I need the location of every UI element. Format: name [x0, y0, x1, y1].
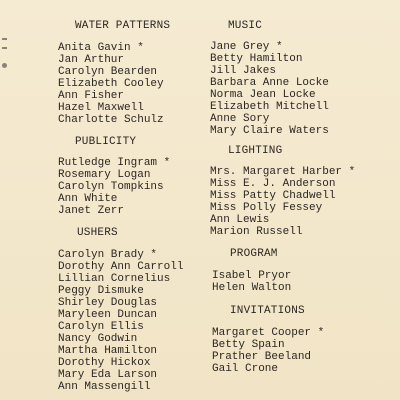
list-item: Mary Claire Waters [210, 125, 329, 137]
list-item: Charlotte Schulz [58, 114, 164, 126]
list-item: Anne Sory [210, 113, 270, 125]
list-item: Hazel Maxwell [58, 102, 144, 114]
list-item: Shirley Douglas [58, 297, 158, 309]
list-item: Ann White [58, 193, 118, 205]
list-item: Elizabeth Cooley [58, 78, 164, 90]
margin-mark [2, 47, 7, 49]
list-item: Elizabeth Mitchell [210, 101, 329, 113]
list-item: Dorothy Ann Carroll [58, 261, 184, 273]
section-heading-ushers: USHERS [77, 227, 118, 239]
list-item: Lillian Cornelius [58, 273, 171, 285]
list-item: Gail Crone [212, 363, 279, 375]
list-item: Carolyn Tompkins [58, 181, 164, 193]
section-heading-water-patterns: WATER PATTERNS [75, 20, 171, 32]
list-item: Miss E. J. Anderson [210, 178, 336, 190]
list-item: Ann Fisher [58, 90, 125, 102]
section-heading-music: MUSIC [228, 20, 263, 32]
list-item: Janet Zerr [58, 205, 125, 217]
list-item: Carolyn Ellis [58, 321, 144, 333]
list-item: Nancy Godwin [58, 333, 138, 345]
list-item: Marion Russell [210, 226, 303, 238]
section-heading-invitations: INVITATIONS [230, 305, 305, 317]
list-item: Anita Gavin * [58, 42, 144, 54]
list-item: Barbara Anne Locke [210, 77, 329, 89]
list-item: Betty Hamilton [210, 53, 303, 65]
list-item: Ann Massengill [58, 381, 151, 393]
list-item: Carolyn Bearden [58, 66, 158, 78]
section-heading-lighting: LIGHTING [228, 145, 283, 157]
list-item: Isabel Pryor [212, 270, 292, 282]
list-item: Mary Eda Larson [58, 369, 158, 381]
list-item: Jane Grey * [210, 41, 283, 53]
list-item: Jill Jakes [210, 65, 277, 77]
list-item: Carolyn Brady * [58, 249, 158, 261]
list-item: Helen Walton [212, 282, 292, 294]
section-heading-publicity: PUBLICITY [75, 136, 137, 148]
list-item: Maryleen Duncan [58, 309, 158, 321]
list-item: Ann Lewis [210, 214, 270, 226]
list-item: Peggy Dismuke [58, 285, 144, 297]
list-item: Mrs. Margaret Harber * [210, 166, 356, 178]
list-item: Prather Beeland [212, 351, 312, 363]
margin-mark [2, 38, 7, 40]
list-item: Martha Hamilton [58, 345, 158, 357]
section-heading-program: PROGRAM [230, 248, 278, 260]
list-item: Miss Patty Chadwell [210, 190, 336, 202]
list-item: Rosemary Logan [58, 169, 151, 181]
list-item: Norma Jean Locke [210, 89, 316, 101]
list-item: Miss Polly Fessey [210, 202, 323, 214]
punch-hole [2, 63, 7, 68]
list-item: Rutledge Ingram * [58, 157, 171, 169]
list-item: Dorothy Hickox [58, 357, 151, 369]
list-item: Jan Arthur [58, 54, 125, 66]
list-item: Betty Spain [212, 339, 285, 351]
list-item: Margaret Cooper * [212, 327, 325, 339]
